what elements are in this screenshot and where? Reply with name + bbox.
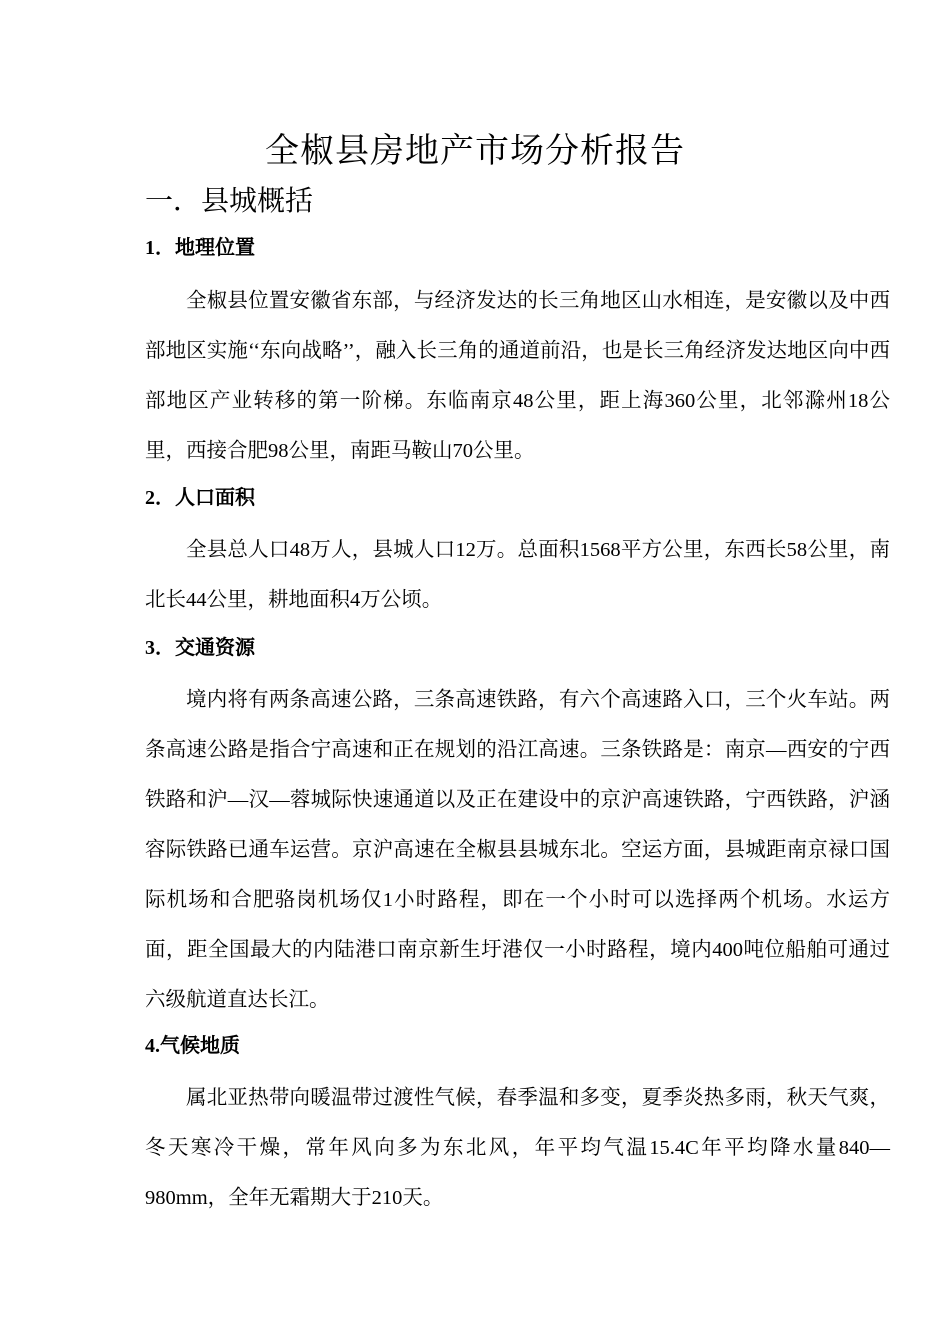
paragraph-climate: 属北亚热带向暖温带过渡性气候，春季温和多变，夏季炎热多雨，秋天气爽，冬天寒冷干燥，常年风向多为东北风，年平均气温15.4C年平均降水量840—980mm，全年无霜期大于210天。 — [145, 1087, 890, 1209]
subsection-heading-climate: 4.气候地质 — [145, 1035, 240, 1057]
document-title: 全椒县房地产市场分析报告 — [265, 133, 685, 170]
paragraph-population: 全县总人口48万人，县城人口12万。总面积1568平方公里，东西长58公里，南北长44公里，耕地面积4万公顷。 — [145, 539, 890, 611]
paragraph-location: 全椒县位置安徽省东部，与经济发达的长三角地区山水相连，是安徽以及中西部地区实施‘‘东向战略’’，融入长三角的通道前沿，也是长三角经济发达地区向中西部地区产业转移的第一阶梯。东临南京48公里，距上海360公里，北邻滁州18公里，西接合肥98公里，南距马鞍山70公里。 — [145, 290, 890, 462]
subsection-heading-transport: 3．交通资源 — [145, 637, 255, 659]
subsection-heading-population: 2．人口面积 — [145, 487, 255, 509]
subsection-heading-location: 1．地理位置 — [145, 237, 255, 259]
paragraph-transport: 境内将有两条高速公路，三条高速铁路，有六个高速路入口，三个火车站。两条高速公路是指合宁高速和正在规划的沿江高速。三条铁路是：南京—西安的宁西铁路和沪—汉—蓉城际快速通道以及正在建设中的京沪高速铁路，宁西铁路，沪涵容际铁路已通车运营。京沪高速在全椒县县城东北。空运方面，县城距南京禄口国际机场和合肥骆岗机场仅1小时路程，即在一个小时可以选择两个机场。水运方面，距全国最大的内陆港口南京新生圩港仅一小时路程，境内400吨位船舶可通过六级航道直达长江。 — [145, 689, 890, 1011]
section-heading: 一．县城概括 — [145, 186, 314, 217]
